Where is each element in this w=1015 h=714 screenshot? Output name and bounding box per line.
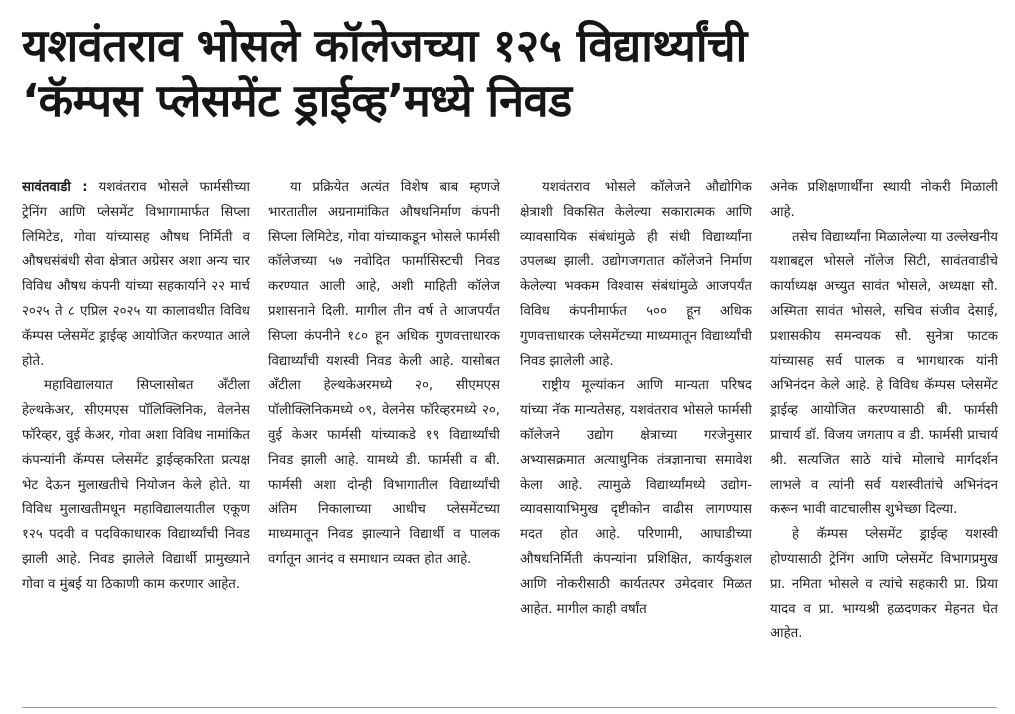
dateline: सावंतवाडी :	[22, 180, 88, 195]
paragraph: राष्ट्रीय मूल्यांकन आणि मान्यता परिषद यांच्या नॅक मान्यतेसह, यशवंतराव भोसले फार्मसी कॉलेजने उद्योग क्षेत्राच्या गरजेनुसार अभ्यासक्रमात अत्याधुनिक तंत्रज्ञानाचा समावेश केला आहे. त्यामुळे विद्यार्थ्यांमध्ये उद्योग-व्यावसायाभिमुख दृष्टीकोन वाढीस लागण्यास मदत होत आहे. परिणामी, आघाडीच्या औषधनिर्मिती कंपन्यांना प्रशिक्षित, कार्यकुशल आणि नोकरीसाठी कार्यतत्पर उमेदवार मिळत आहेत. मागील काही वर्षांत	[520, 378, 752, 617]
bottom-rule	[22, 707, 997, 708]
paragraph-text: यशवंतराव भोसले फार्मसीच्या ट्रेनिंग आणि प्लेसमेंट विभागामार्फत सिप्ला लिमिटेड, गोवा यांच्यासह औषध निर्मिती व औषधसंबंधी सेवा क्षेत्रात अग्रेसर अशा अन्य चार विविध औषध कंपनी यांच्या सहकार्याने २२ मार्च २०२५ ते ८ एप्रिल २०२५ या कालावधीत विविध कॅम्पस प्लेसमेंट ड्राईव्ह आयोजित करण्यात आले होते.	[22, 180, 250, 369]
headline-line-1: यशवंतराव भोसले कॉलेजच्या १२५ विद्यार्थ्यांची	[22, 19, 747, 72]
paragraph: या प्रक्रियेत अत्यंत विशेष बाब म्हणजे भारतातील अग्रनामांकित औषधनिर्माण कंपनी सिप्ला लिमिटेड, गोवा यांच्याकडून भोसले फार्मसी कॉलेजच्या ५७ नवोदित फार्मासिस्टची निवड करण्यात आली आहे, अशी माहिती कॉलेज प्रशासनाने दिली. मागील तीन वर्ष ते आजपर्यंत सिप्ला कंपनीने १८० हून अधिक गुणवत्ताधारक विद्यार्थ्यांची यशस्वी निवड केली आहे. यासोबत अँटीला हेल्थकेअरमध्ये २०, सीएमएस पॉलीक्लिनिकमध्ये ०९, वेलनेस फॉरेव्हरमध्ये २०, वुई केअर फार्मसी यांच्याकडे १९ विद्यार्थ्यांची निवड झाली आहे. यामध्ये डी. फार्मसी व बी. फार्मसी अशा दोन्ही विभागातील विद्यार्थ्यांची अंतिम निकालाच्या आधीच प्लेसमेंटच्या माध्यमातून निवड झाल्याने विद्यार्थी व पालक वर्गातून आनंद व समाधान व्यक्त होत आहे.	[268, 180, 500, 567]
article-column-3	[520, 176, 752, 691]
paragraph: महाविद्यालयात सिप्लासोबत अँटीला हेल्थकेअर, सीएमएस पॉलिक्लिनिक, वेलनेस फॉरेव्हर, वुई केअर, गोवा अशा विविध नामांकित कंपन्यांनी कॅम्पस प्लेसमेंट ड्राईव्हकरिता प्रत्यक्ष भेट देऊन मुलाखतीचे नियोजन केले होते. या विविध मुलाखतीमधून महाविद्यालयातील एकूण १२५ पदवी व पदविकाधारक विद्यार्थ्यांची निवड झाली आहे. निवड झालेले विद्यार्थी प्रामुख्याने गोवा व मुंबई या ठिकाणी काम करणार आहेत.	[22, 378, 250, 592]
paragraph	[22, 176, 250, 374]
paragraph: हे कॅम्पस प्लेसमेंट ड्राईव्ह यशस्वी होण्यासाठी ट्रेनिंग आणि प्लेसमेंट विभागप्रमुख प्रा. नमिता भोसले व त्यांचे सहकारी प्रा. प्रिया यादव व प्रा. भाग्यश्री हळदणकर मेहनत घेत आहेत.	[770, 527, 998, 642]
article-column-4	[770, 176, 998, 691]
article-column-2	[268, 176, 500, 691]
paragraph: अनेक प्रशिक्षणार्थींना स्थायी नोकरी मिळाली आहे.	[770, 180, 998, 220]
paragraph: यशवंतराव भोसले कॉलेजने औद्योगिक क्षेत्राशी विकसित केलेल्या सकारात्मक आणि व्यावसायिक संबंधांमुळे ही संधी विद्यार्थ्यांना उपलब्ध झाली. उद्योगजगतात कॉलेजने निर्माण केलेल्या भक्कम विश्वास संबंधांमुळे आजपर्यंत विविध कंपनीमार्फत ५०० हून अधिक गुणवत्ताधारक प्लेसमेंटच्या माध्यमातून विद्यार्थ्यांची निवड झालेली आहे.	[520, 180, 752, 369]
headline	[22, 18, 997, 128]
headline-line-2: ‘कॅम्पस प्लेसमेंट ड्राईव्ह’मध्ये निवड	[22, 74, 572, 127]
article-column-1	[22, 176, 250, 691]
paragraph: तसेच विद्यार्थ्यांना मिळालेल्या या उल्लेखनीय यशाबद्दल भोसले नॉलेज सिटी, सावंतवाडीचे कार्याध्यक्ष अच्युत सावंत भोसले, अध्यक्षा सौ. अस्मिता सावंत भोसले, सचिव संजीव देसाई, प्रशासकीय समन्वयक सौ. सुनेत्रा फाटक यांच्यासह सर्व पालक व भागधारक यांनी अभिनंदन केले आहे. हे विविध कॅम्पस प्लेसमेंट ड्राईव्ह आयोजित करण्यासाठी बी. फार्मसी प्राचार्य डॉ. विजय जगताप व डी. फार्मसी प्राचार्य श्री. सत्यजित साठे यांचे मोलाचे मार्गदर्शन लाभले व त्यांनी सर्व यशस्वीतांचे अभिनंदन करून भावी वाटचालीस शुभेच्छा दिल्या.	[770, 229, 998, 518]
